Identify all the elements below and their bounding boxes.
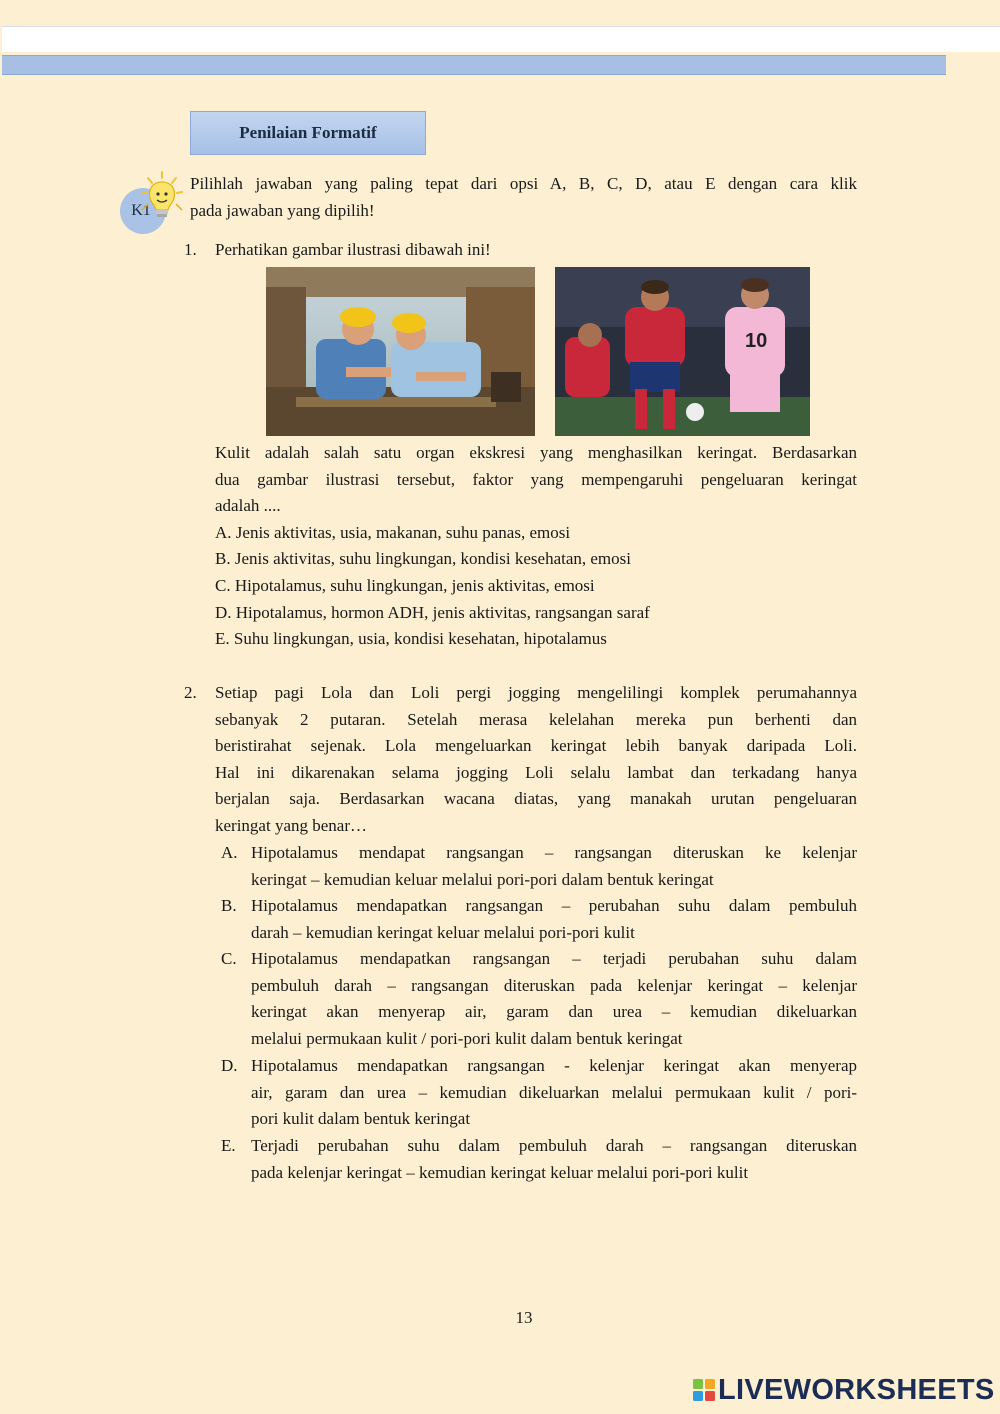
instructions-line: pada jawaban yang dipilih! xyxy=(190,200,375,220)
brand-name: LIVEWORKSHEETS xyxy=(718,1373,995,1406)
question-2-option-e[interactable] xyxy=(251,1133,857,1186)
question-1-number: 1. xyxy=(184,240,197,259)
question-2-option-e-letter[interactable]: E. xyxy=(221,1136,236,1155)
section-title: Penilaian Formatif xyxy=(190,111,426,155)
question-2-line: berjalan saja. Berdasarkan wacana diatas, yang manakah urutan pengeluaran xyxy=(215,789,857,809)
construction-workers-photo xyxy=(266,267,535,436)
question-2-line: Hal ini dikarenakan selama jogging Loli selalu lambat dan terkadang hanya xyxy=(215,762,857,782)
option-line: pembuluh darah – rangsangan diteruskan pada kelenjar keringat – kelenjar xyxy=(251,975,857,995)
question-2-option-a-letter[interactable]: A. xyxy=(221,843,238,862)
question-1-line: Kulit adalah salah satu organ ekskresi yang menghasilkan keringat. Berdasarkan xyxy=(215,443,857,462)
question-1-option-e[interactable]: E. Suhu lingkungan, usia, kondisi kesehatan, hipotalamus xyxy=(215,629,607,649)
svg-text:10: 10 xyxy=(745,330,768,352)
question-2-line: Setiap pagi Lola dan Loli pergi jogging mengelilingi komplek perumahannya xyxy=(215,683,857,702)
question-1-option-b[interactable]: B. Jenis aktivitas, suhu lingkungan, kondisi kesehatan, emosi xyxy=(215,549,631,569)
option-line: air, garam dan urea – kemudian dikeluarkan melalui permukaan kulit / pori- xyxy=(251,1082,857,1102)
option-line: Terjadi perubahan suhu dalam pembuluh darah – rangsangan diteruskan xyxy=(251,1136,857,1155)
question-1-body xyxy=(215,440,857,653)
page-number: 13 xyxy=(515,1308,533,1327)
question-1-option-c[interactable]: C. Hipotalamus, suhu lingkungan, jenis aktivitas, emosi xyxy=(215,575,595,595)
question-2-option-c-letter[interactable]: C. xyxy=(221,949,237,968)
option-line: pori kulit dalam bentuk keringat xyxy=(251,1109,471,1129)
question-1-prompt-text: Perhatikan gambar ilustrasi dibawah ini! xyxy=(215,240,491,259)
question-2-option-a[interactable] xyxy=(251,840,857,893)
question-2-option-c[interactable] xyxy=(251,946,857,1052)
question-2-option-d-letter[interactable]: D. xyxy=(221,1056,238,1075)
question-2-body xyxy=(215,680,857,840)
option-line: pada kelenjar keringat – kemudian keringat keluar melalui pori-pori kulit xyxy=(251,1162,749,1182)
instructions xyxy=(190,171,857,224)
option-line: Hipotalamus mendapatkan rangsangan – perubahan suhu dalam pembuluh xyxy=(251,896,857,915)
liveworksheets-logo-icon xyxy=(692,1378,716,1402)
instructions-line: Pilihlah jawaban yang paling tepat dari opsi A, B, C, D, atau E dengan cara klik xyxy=(190,174,857,193)
option-line: Hipotalamus mendapatkan rangsangan - kelenjar keringat akan menyerap xyxy=(251,1056,857,1075)
k1-badge xyxy=(118,170,188,236)
option-line: keringat akan menyerap air, garam dan urea – kemudian dikeluarkan xyxy=(251,1002,857,1022)
question-1-line: adalah .... xyxy=(215,496,281,516)
question-2-line: keringat yang benar… xyxy=(215,815,367,835)
question-2-line: sebanyak 2 putaran. Setelah merasa kelelahan mereka pun berhenti dan xyxy=(215,709,857,729)
question-1-line: dua gambar ilustrasi tersebut, faktor yang mempengaruhi pengeluaran keringat xyxy=(215,469,857,489)
option-line: darah – kemudian keringat keluar melalui pori-pori kulit xyxy=(251,922,635,942)
question-2-line: beristirahat sejenak. Lola mengeluarkan keringat lebih banyak daripada Loli. xyxy=(215,736,857,756)
question-2-option-b-letter[interactable]: B. xyxy=(221,896,237,915)
question-2-number: 2. xyxy=(184,683,197,702)
question-2-option-b[interactable] xyxy=(251,893,857,946)
top-white-bar xyxy=(2,26,1000,52)
option-line: melalui permukaan kulit / pori-pori kulit dalam bentuk keringat xyxy=(251,1028,683,1048)
option-line: Hipotalamus mendapatkan rangsangan – terjadi perubahan suhu dalam xyxy=(251,949,857,968)
lightbulb-icon xyxy=(136,170,186,226)
question-1-prompt xyxy=(215,237,857,264)
question-1-option-a[interactable]: A. Jenis aktivitas, usia, makanan, suhu panas, emosi xyxy=(215,522,571,542)
question-2-option-d[interactable] xyxy=(251,1053,857,1133)
badge-label: K1 xyxy=(120,188,166,234)
liveworksheets-brand[interactable] xyxy=(692,1373,995,1407)
top-blue-band xyxy=(2,55,946,75)
option-line: Hipotalamus mendapat rangsangan – rangsangan diteruskan ke kelenjar xyxy=(251,843,857,862)
option-line: keringat – kemudian keluar melalui pori-pori dalam bentuk keringat xyxy=(251,869,714,889)
question-1-option-d[interactable]: D. Hipotalamus, hormon ADH, jenis aktivitas, rangsangan saraf xyxy=(215,602,650,622)
soccer-players-photo xyxy=(555,267,810,436)
